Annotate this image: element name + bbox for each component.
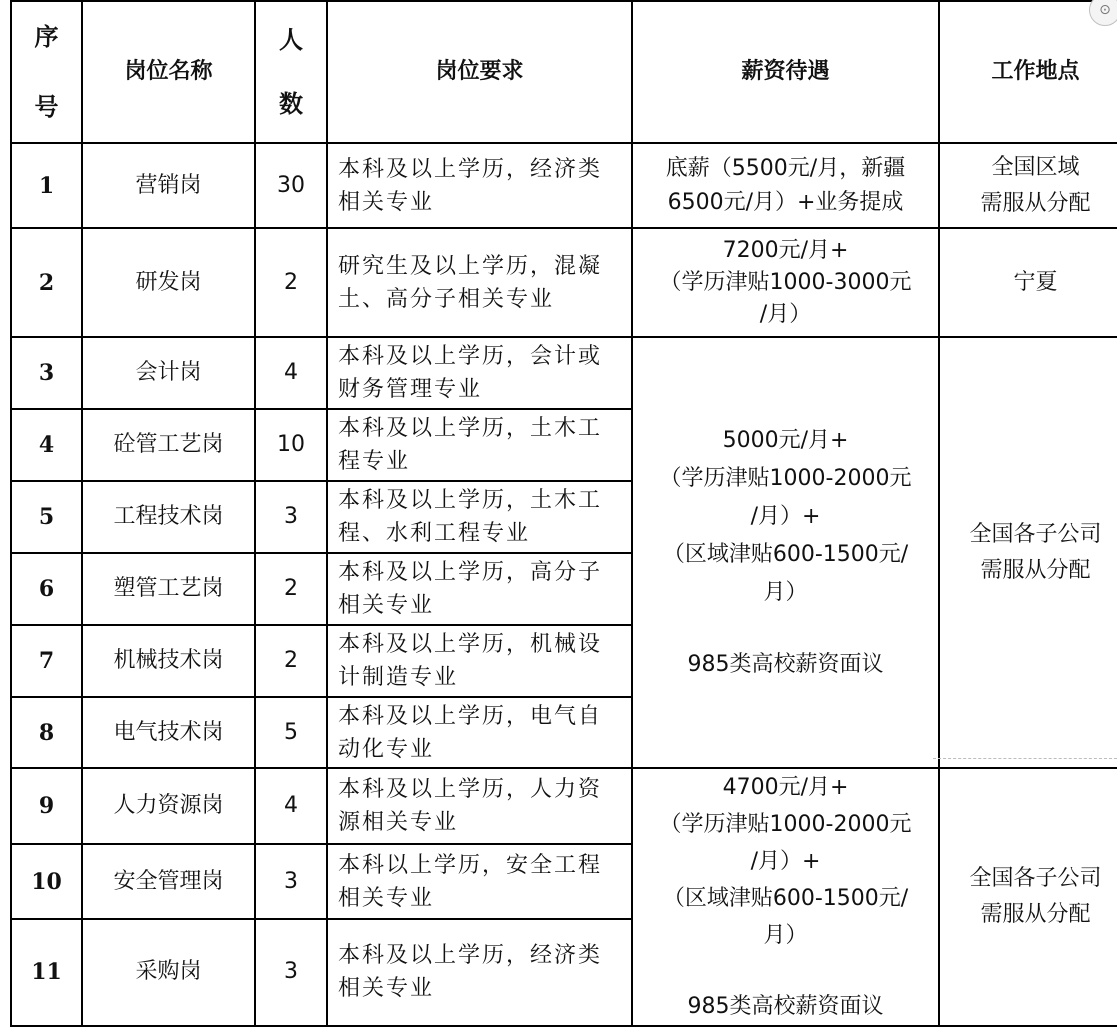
location-cell-group-b: 全国各子公司 需服从分配 [939,768,1117,1026]
header-location: 工作地点 [939,1,1117,143]
dashed-divider [933,758,1117,759]
row-position: 会计岗 [82,337,255,409]
salary-cell-group-a: 5000元/月+ （学历津贴1000-2000元 /月）+ （区域津贴600-1500元/ 月） 985类高校薪资面议 [632,337,939,768]
row-index: 2 [11,228,82,337]
row-count: 2 [255,228,327,337]
table-row [11,143,1117,228]
row-position: 人力资源岗 [82,768,255,844]
row-count: 4 [255,337,327,409]
salary-cell: 7200元/月+ （学历津贴1000-3000元 /月） [632,228,939,337]
row-position: 塑管工艺岗 [82,553,255,625]
row-count: 3 [255,481,327,553]
row-requirement: 本科以上学历，安全工程 相关专业 [327,844,632,918]
header-salary: 薪资待遇 [632,1,939,143]
row-requirement: 本科及以上学历，人力资 源相关专业 [327,768,632,844]
row-index: 1 [11,143,82,228]
table-row [11,228,1117,337]
row-requirement: 本科及以上学历，高分子 相关专业 [327,553,632,625]
row-position: 机械技术岗 [82,625,255,697]
row-position: 研发岗 [82,228,255,337]
row-position: 砼管工艺岗 [82,409,255,481]
row-index: 10 [11,844,82,918]
row-requirement: 本科及以上学历，土木工 程、水利工程专业 [327,481,632,553]
row-index: 4 [11,409,82,481]
location-cell-group-a: 全国各子公司 需服从分配 [939,337,1117,768]
row-requirement: 本科及以上学历，电气自 动化专业 [327,697,632,768]
row-count: 30 [255,143,327,228]
row-position: 工程技术岗 [82,481,255,553]
row-count: 2 [255,625,327,697]
header-row [11,1,1117,143]
row-index: 8 [11,697,82,768]
row-position: 采购岗 [82,919,255,1026]
row-count: 2 [255,553,327,625]
header-position: 岗位名称 [82,1,255,143]
salary-cell: 底薪（5500元/月，新疆 6500元/月）+业务提成 [632,143,939,228]
row-requirement: 本科及以上学历，土木工 程专业 [327,409,632,481]
row-requirement: 本科及以上学历，经济类 相关专业 [327,919,632,1026]
location-cell: 全国区域 需服从分配 [939,143,1117,228]
row-count: 3 [255,844,327,918]
recruitment-table [10,0,1117,1027]
row-index: 9 [11,768,82,844]
table-row [11,768,1117,844]
location-cell: 宁夏 [939,228,1117,337]
table-row [11,337,1117,409]
header-index: 序 号 [11,1,82,143]
row-requirement: 本科及以上学历，经济类 相关专业 [327,143,632,228]
corner-icon[interactable]: ⊙ [1089,0,1117,26]
row-index: 7 [11,625,82,697]
salary-cell-group-b: 4700元/月+ （学历津贴1000-2000元 /月）+ （区域津贴600-1500元/ 月） 985类高校薪资面议 [632,768,939,1026]
row-count: 5 [255,697,327,768]
row-position: 电气技术岗 [82,697,255,768]
row-requirement: 本科及以上学历，机械设 计制造专业 [327,625,632,697]
row-index: 11 [11,919,82,1026]
row-requirement: 研究生及以上学历，混凝 土、高分子相关专业 [327,228,632,337]
row-position: 营销岗 [82,143,255,228]
row-index: 5 [11,481,82,553]
row-index: 3 [11,337,82,409]
row-count: 10 [255,409,327,481]
row-index: 6 [11,553,82,625]
header-count: 人 数 [255,1,327,143]
row-count: 4 [255,768,327,844]
row-requirement: 本科及以上学历，会计或 财务管理专业 [327,337,632,409]
row-count: 3 [255,919,327,1026]
header-requirement: 岗位要求 [327,1,632,143]
row-position: 安全管理岗 [82,844,255,918]
